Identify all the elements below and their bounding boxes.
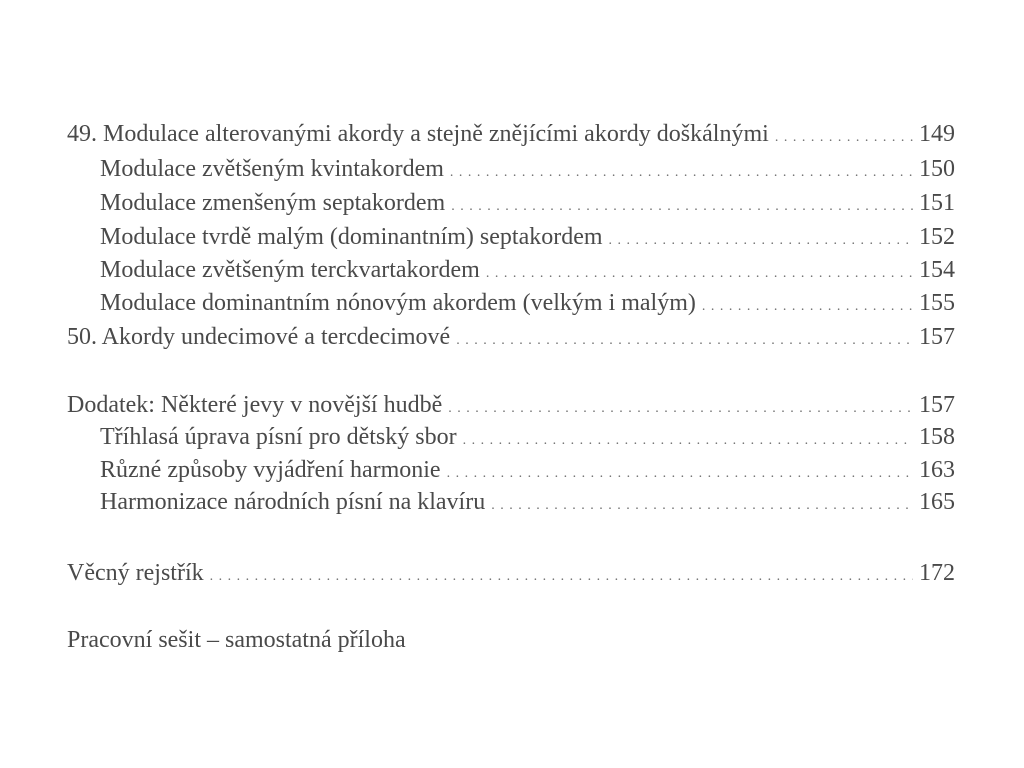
dot-leader [451, 200, 913, 214]
toc-entry-page: 163 [919, 457, 955, 483]
toc-entry-title: Dodatek: Některé jevy v novější hudbě [67, 392, 443, 418]
dot-leader [456, 334, 913, 348]
toc-line-modulace-kvintakord [100, 157, 955, 181]
toc-entry-title: Věcný rejstřík [67, 560, 204, 586]
toc-entry-title: 49. Modulace alterovanými akordy a stejně znějícími akordy doškálnými [67, 121, 769, 147]
toc-line-modulace-nonovy [100, 291, 955, 315]
toc-entry-title: Různé způsoby vyjádření harmonie [100, 457, 441, 483]
toc-entry-title: 50. Akordy undecimové a tercdecimové [67, 324, 451, 350]
toc-line-trihlasa [100, 425, 955, 449]
toc-entry-title: Modulace tvrdě malým (dominantním) septakordem [100, 224, 603, 250]
dot-leader [463, 434, 913, 448]
toc-entry-page: 157 [919, 324, 955, 350]
toc-line-vecny-rejstrik [67, 561, 955, 585]
toc-entry-page: 165 [919, 489, 955, 515]
toc-entry-title: Modulace zvětšeným terckvartakordem [100, 257, 480, 283]
dot-leader [491, 499, 913, 513]
dot-leader [447, 467, 913, 481]
dot-leader [775, 131, 913, 145]
footer-note: Pracovní sešit – samostatná příloha [67, 627, 406, 653]
toc-entry-page: 155 [919, 290, 955, 316]
dot-leader [450, 166, 913, 180]
toc-line-modulace-septakord [100, 191, 955, 215]
toc-entry-title: Modulace zvětšeným kvintakordem [100, 156, 444, 182]
dot-leader [486, 267, 913, 281]
toc-entry-page: 149 [919, 121, 955, 147]
dot-leader [210, 570, 913, 584]
toc-entry-page: 150 [919, 156, 955, 182]
toc-entry-page: 152 [919, 224, 955, 250]
toc-line-harmonizace [100, 490, 955, 514]
toc-line-dodatek [67, 393, 955, 417]
dot-leader [609, 234, 913, 248]
toc-entry-page: 158 [919, 424, 955, 450]
toc-entry-page: 154 [919, 257, 955, 283]
toc-line-modulace-terckvartakord [100, 258, 955, 282]
toc-entry-title: Harmonizace národních písní na klavíru [100, 489, 486, 515]
toc-entry-title: Modulace dominantním nónovým akordem (velkým i malým) [100, 290, 696, 316]
toc-entry-title: Tříhlasá úprava písní pro dětský sbor [100, 424, 457, 450]
toc-line-ruzne [100, 458, 955, 482]
toc-line-50 [67, 325, 955, 349]
toc-entry-page: 157 [919, 392, 955, 418]
toc-entry-page: 172 [919, 560, 955, 586]
dot-leader [702, 300, 913, 314]
dot-leader [448, 402, 913, 416]
toc-entry-title: Modulace zmenšeným septakordem [100, 190, 446, 216]
toc-entry-page: 151 [919, 190, 955, 216]
toc-line-modulace-dominantni [100, 225, 955, 249]
toc-line-49 [67, 122, 955, 146]
